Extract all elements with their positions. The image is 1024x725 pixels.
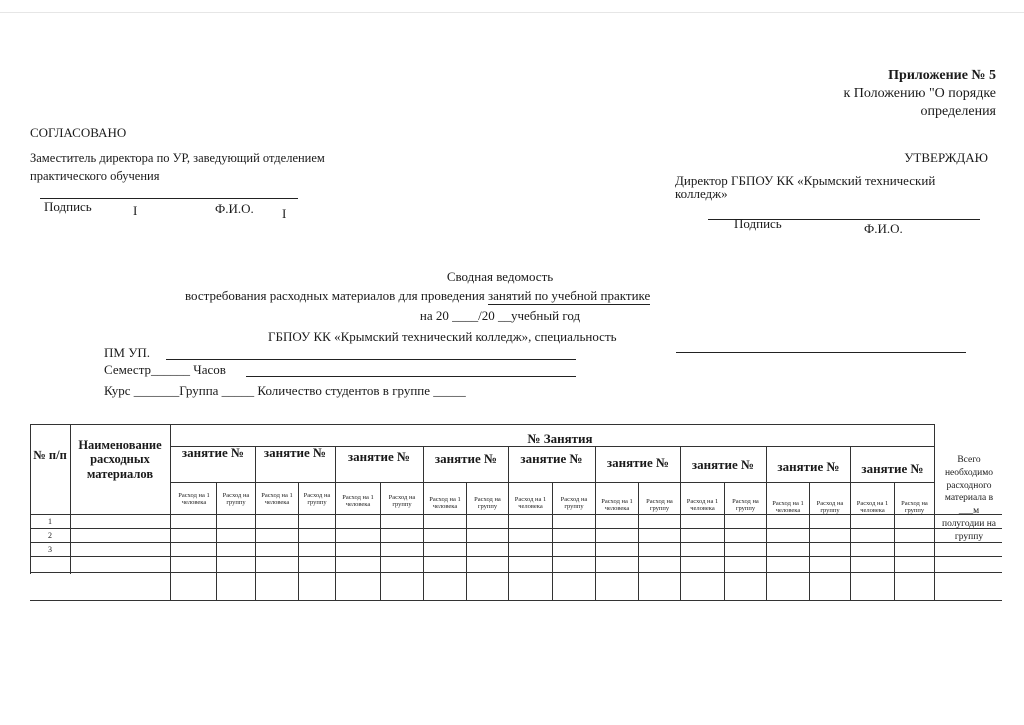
row-number-3: 3	[48, 545, 52, 554]
row-line-1	[30, 528, 1002, 529]
lesson-header-7: занятие №	[691, 457, 755, 472]
specialty-blank-line	[676, 352, 966, 353]
appendix-title: Приложение № 5	[888, 68, 996, 83]
sub-per-person: Расход на 1 человека	[342, 494, 374, 509]
sub-per-group: Расход на группу	[560, 496, 588, 511]
appendix-line1: к Положению "О порядке	[843, 86, 996, 101]
doc-subtitle-underlined: занятий по учебной практике	[488, 288, 651, 303]
deputy-position-line1: Заместитель директора по УР, заведующий отделением	[30, 151, 325, 165]
doc-title: Сводная ведомость	[446, 269, 554, 284]
col-line-name	[170, 424, 171, 600]
school-year: на 20 ____/20 __учебный год	[419, 308, 581, 323]
pm-up-line	[166, 359, 576, 360]
deputy-separator-1: I	[133, 203, 138, 218]
doc-subtitle-text: востребования расходных материалов для проведения	[185, 288, 489, 303]
sub-per-person: Расход на 1 человека	[514, 496, 547, 511]
sub-per-person: Расход на 1 человека	[772, 500, 804, 515]
lesson-header-5: занятие №	[520, 451, 583, 466]
table-border-bottom	[30, 600, 1002, 601]
lesson-header-3: занятие №	[347, 449, 411, 464]
sub-per-group: Расход на группу	[901, 500, 928, 515]
col-line-total	[934, 424, 935, 600]
row-line-3	[30, 556, 1002, 557]
row-number-2: 2	[48, 531, 52, 540]
lesson-header-4: занятие №	[434, 451, 498, 466]
col-line	[255, 446, 256, 600]
pm-up-label: ПМ УП.	[104, 345, 151, 360]
top-border	[0, 12, 1024, 13]
agreed-label: СОГЛАСОВАНО	[30, 125, 127, 140]
deputy-position-line2: практического обучения	[30, 169, 160, 183]
sub-per-group: Расход на группу	[388, 494, 416, 509]
sub-per-group: Расход на группу	[222, 492, 250, 507]
sub-per-group: Расход на группу	[816, 500, 844, 515]
sub-per-group: Расход на группу	[474, 496, 501, 511]
sub-per-group: Расход на группу	[646, 498, 673, 513]
course-group-students: Курс _______Группа _____ Количество студентов в группе _____	[104, 383, 466, 398]
col-num-header: № п/п	[33, 448, 67, 462]
approve-label: УТВЕРЖДАЮ	[904, 150, 988, 165]
director-line1: Директор ГБПОУ КК «Крымский технический	[675, 173, 936, 188]
lesson-group-header: № Занятия	[527, 431, 593, 446]
lesson-header-2: занятие №	[263, 445, 327, 460]
col-line	[335, 446, 336, 600]
row-number-1: 1	[48, 517, 52, 526]
hours-line	[246, 376, 576, 377]
deputy-signature-label: Подпись	[44, 199, 92, 214]
director-fio-label: Ф.И.О.	[864, 221, 903, 236]
college-specialty: ГБПОУ КК «Крымский технический колледж», специальность	[268, 329, 617, 344]
lesson-header-8: занятие №	[777, 459, 840, 474]
row-line-2	[30, 542, 1002, 543]
table-border-top	[30, 424, 934, 425]
materials-table	[30, 424, 1002, 602]
sub-per-person: Расход на 1 человека	[429, 496, 461, 511]
col-name-header: Наименование расходных материалов	[78, 438, 162, 481]
total-header: Всего необходимо расходного материала в ___м полугодии на группу	[941, 455, 996, 542]
col-line-num	[70, 424, 71, 574]
sub-per-person: Расход на 1 человека	[261, 492, 293, 507]
semester-hours: Семестр______ Часов	[104, 362, 226, 377]
lesson-header-6: занятие №	[606, 455, 670, 470]
deputy-separator-2: I	[282, 206, 287, 221]
row-line-4	[30, 572, 1002, 573]
appendix-line2: определения	[920, 104, 996, 119]
sub-per-person: Расход на 1 человека	[686, 498, 719, 513]
director-signature-label: Подпись	[734, 216, 782, 231]
lesson-header-9: занятие №	[861, 461, 924, 476]
lesson-header-1: занятие №	[181, 445, 245, 460]
doc-subtitle	[185, 288, 650, 305]
deputy-fio-label: Ф.И.О.	[215, 201, 254, 216]
sub-per-person: Расход на 1 человека	[178, 492, 210, 507]
director-line2: колледж»	[675, 186, 728, 201]
sub-per-group: Расход на группу	[732, 498, 759, 513]
col-line	[423, 446, 424, 600]
sub-per-person: Расход на 1 человека	[601, 498, 633, 513]
sub-per-person: Расход на 1 человека	[856, 500, 889, 515]
col-line	[508, 446, 509, 600]
sub-per-group: Расход на группу	[303, 492, 331, 507]
